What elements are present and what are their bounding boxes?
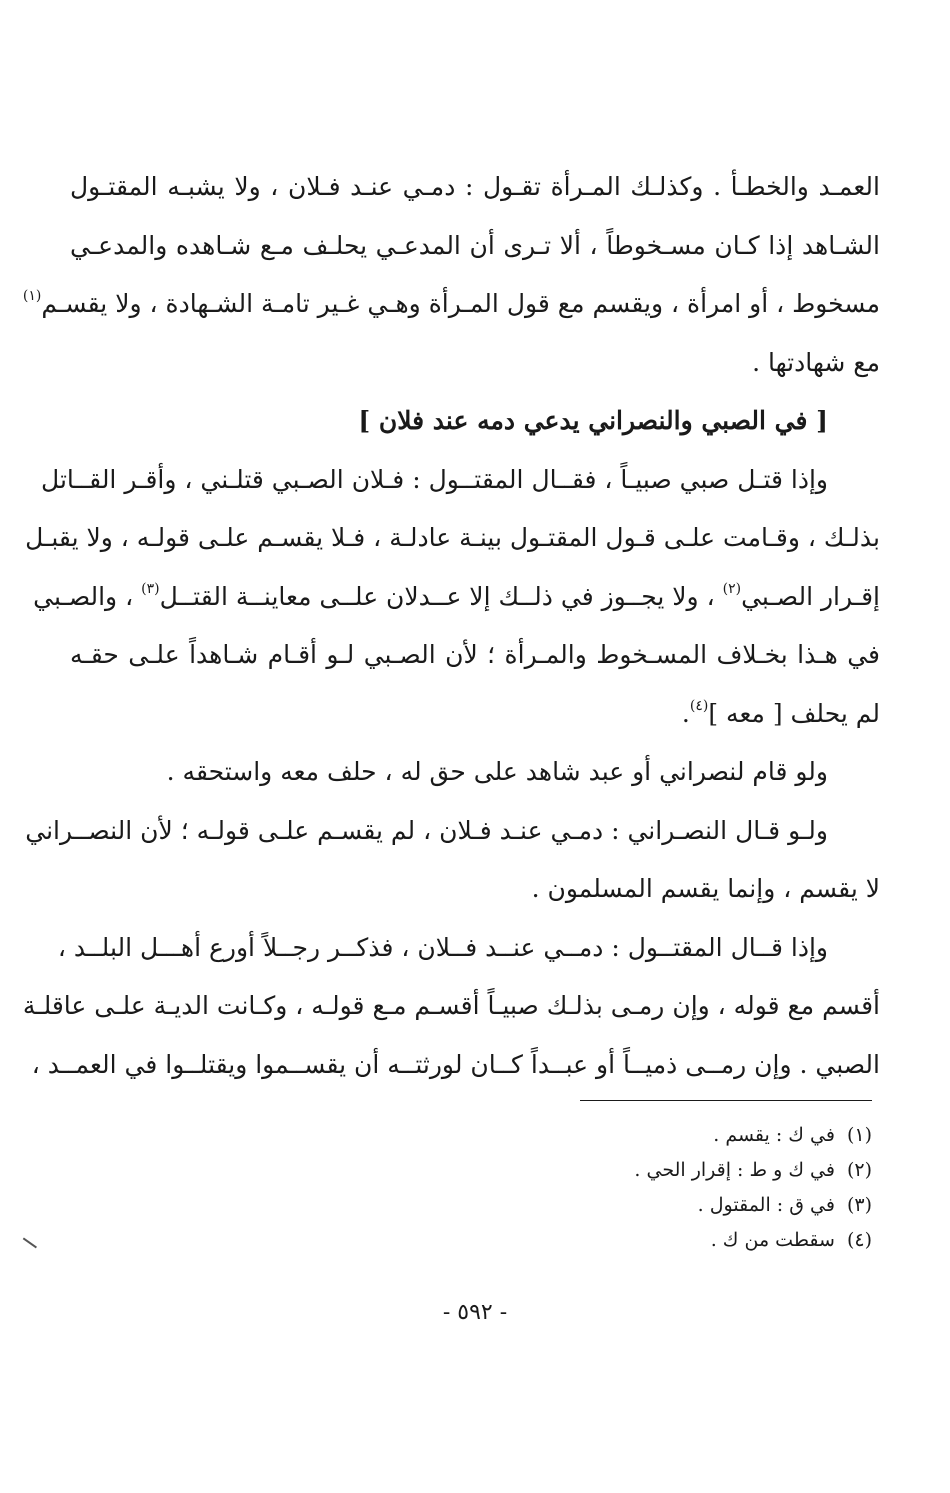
text-line: الشـاهد إذا كـان مسـخوطاً ، ألا تـرى أن المدعـي يحلـف مـع شـاهده والمدعـي — [70, 230, 880, 260]
text-line — [33, 568, 880, 627]
text-line: وإذا قــال المقتــول : دمــي عنــد فــلان ، فذكــر رجــلاً أورع أهـــل البلــد ، — [57, 932, 828, 962]
text-segment: . — [681, 698, 690, 728]
text-line: لا يقسم ، وإنما يقسم المسلمون . — [531, 874, 880, 903]
text-segment: إقـرار الصـبي — [741, 581, 880, 611]
footnote-ref-3[interactable]: (٣) — [141, 580, 160, 597]
text-segment: ، ولا يجــوز في ذلــك إلا عــدلان علــى معاينــة القتــل — [159, 581, 715, 611]
section-heading: [ في الصبي والنصراني يدعي دمه عند فلان ] — [358, 406, 828, 435]
text-line: في هـذا بخـلاف المسـخوط والمـرأة ؛ لأن الصـبي لـو أقـام شـاهداً علـى حقـه — [70, 640, 880, 669]
footnote-number: (٣) — [846, 1194, 872, 1216]
text-line: بذلـك ، وقـامت علـى قـول المقتـول بينـة عادلـة ، فـلا يقسـم علـى قولـه ، ولا يقبـل — [25, 523, 880, 552]
footnote-text: في ك : يقسم . — [713, 1124, 835, 1146]
text-line: الصبي . وإن رمــى ذميــاً أو عبــداً كــان لورثتــه أن يقســموا ويقتلــوا في العمــد ، — [31, 1049, 880, 1079]
text-line: مع شهادتها . — [752, 347, 880, 377]
text-line: ولو قام لنصراني أو عبد شاهد على حق له ، حلف معه واستحقه . — [166, 757, 828, 786]
paragraph-1 — [22, 158, 880, 392]
paragraph-5 — [22, 919, 880, 1095]
text-line — [22, 275, 880, 334]
footnote-number: (٢) — [846, 1159, 872, 1181]
text-line: العمـد والخطـأ . وكذلـك المـرأة تقـول : دمـي عنـد فـلان ، ولا يشبـه المقتـول — [70, 172, 880, 201]
footnote-3 — [472, 1188, 872, 1223]
footnote-1 — [472, 1118, 872, 1153]
footnote-number: (١) — [846, 1124, 872, 1146]
page-number: - ٥٩٢ - — [442, 1300, 508, 1325]
footnote-text: في ق : المقتول . — [697, 1194, 835, 1216]
paragraph-2 — [25, 451, 880, 744]
footnote-text: سقطت من ك . — [710, 1229, 835, 1251]
footnote-number: (٤) — [846, 1229, 872, 1251]
footnote-divider — [580, 1100, 872, 1101]
paragraph-3 — [70, 743, 880, 802]
paragraph-4 — [25, 802, 880, 919]
text-line: وإذا قتـل صبي صبيـاً ، فقــال المقتــول : فـلان الصـبي قتلـني ، وأقـر القــاتل — [41, 464, 828, 494]
text-line: أقسم مع قوله ، وإن رمـى بذلـك صبيـاً أقسـم مـع قولـه ، وكـانت الديـة علـى عاقلـة — [22, 991, 880, 1020]
text-segment: لم يحلف [ معه ] — [708, 698, 880, 728]
scan-artifact — [23, 1238, 37, 1248]
footnote-ref-2[interactable]: (٢) — [722, 580, 742, 597]
text-line — [70, 685, 880, 744]
footnote-4 — [472, 1223, 872, 1258]
text-segment: مسخوط ، أو امرأة ، ويقسم مع قول المـرأة وهـي غـير تامـة الشـهادة ، ولا يقسـم — [41, 289, 880, 318]
footnote-text: في ك و ط : إقرار الحي . — [634, 1159, 835, 1181]
footnote-ref-1[interactable]: (١) — [22, 288, 42, 304]
text-line: ولـو قـال النصـراني : دمـي عنـد فـلان ، لم يقسـم علـى قولـه ؛ لأن النصــراني — [25, 815, 828, 845]
footnotes — [472, 1118, 872, 1258]
text-segment: ، والصـبي — [33, 581, 134, 611]
page-body — [22, 158, 880, 1094]
footnote-2 — [472, 1153, 872, 1188]
footnote-ref-4[interactable]: (٤) — [689, 697, 709, 714]
